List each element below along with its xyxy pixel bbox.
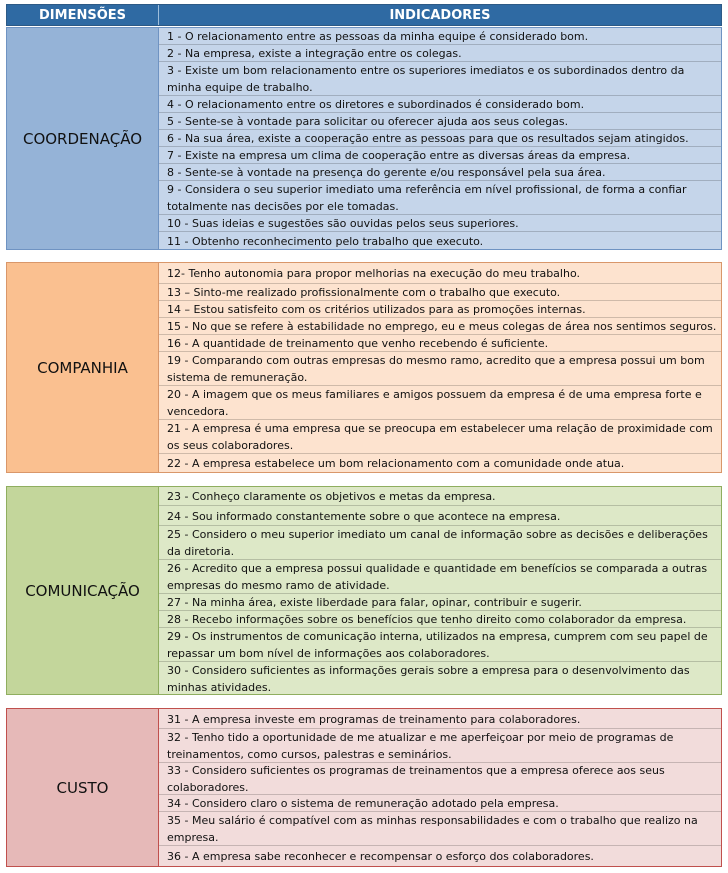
indicator-row (159, 628, 721, 662)
indicator-text: 19 - Comparando com outras empresas do mesmo ramo, acredito que a empresa possui um bom sistema de remuneração. (167, 354, 705, 384)
indicator-text: 33 - Considero suficientes os programas de treinamentos que a empresa oferece aos seus colaboradores. (167, 764, 665, 794)
header-indicadores: INDICADORES (159, 5, 721, 25)
indicator-text: 27 - Na minha área, existe liberdade para falar, opinar, contribuir e sugerir. (167, 596, 582, 609)
indicator-text: 12- Tenho autonomia para propor melhorias na execução do meu trabalho. (167, 267, 580, 280)
indicator-text: 35 - Meu salário é compatível com as minhas responsabilidades e com o trabalho que realizo na empresa. (167, 814, 698, 844)
indicator-text: 29 - Os instrumentos de comunicação interna, utilizados na empresa, cumprem com seu papel de repassar um bom nível de informações aos colaboradores. (167, 630, 708, 660)
indicator-row (159, 662, 721, 694)
indicator-row (159, 611, 721, 628)
indicator-row (159, 560, 721, 594)
indicator-row (159, 812, 721, 846)
indicator-row (159, 113, 721, 130)
indicator-text: 14 – Estou satisfeito com os critérios utilizados para as promoções internas. (167, 303, 586, 316)
indicator-text: 21 - A empresa é uma empresa que se preocupa em estabelecer uma relação de proximidade com os seus colaboradores. (167, 422, 713, 452)
indicator-row (159, 487, 721, 506)
indicator-row (159, 795, 721, 812)
indicator-text: 24 - Sou informado constantemente sobre o que acontece na empresa. (167, 509, 561, 523)
indicator-row (159, 594, 721, 611)
indicator-text: 23 - Conheço claramente os objetivos e metas da empresa. (167, 490, 496, 504)
indicator-list (159, 709, 721, 866)
section-companhia (6, 262, 722, 473)
indicator-row (159, 454, 721, 472)
indicator-text: 2 - Na empresa, existe a integração entre os colegas. (167, 47, 462, 60)
indicator-text: 1 - O relacionamento entre as pessoas da minha equipe é considerado bom. (167, 30, 589, 43)
dimension-label: COMPANHIA (7, 263, 159, 472)
indicator-row (159, 62, 721, 96)
indicator-row (159, 45, 721, 62)
indicator-list (159, 487, 721, 694)
indicator-text: 13 – Sinto-me realizado profissionalmente com o trabalho que executo. (167, 286, 561, 299)
indicator-list (159, 28, 721, 249)
dimension-label: CUSTO (7, 709, 159, 866)
indicator-list (159, 263, 721, 472)
indicator-text: 9 - Considera o seu superior imediato uma referência em nível profissional, de forma a confiar totalmente nas decisões por ele tomadas. (167, 183, 687, 213)
indicator-row (159, 846, 721, 866)
indicator-row (159, 709, 721, 729)
indicator-text: 15 - No que se refere à estabilidade no emprego, eu e meus colegas de área nos sentimos seguros. (167, 320, 717, 333)
section-comunicacao (6, 486, 722, 695)
indicator-row (159, 215, 721, 232)
dimension-label: COORDENAÇÃO (7, 28, 159, 249)
indicator-text: 3 - Existe um bom relacionamento entre os superiores imediatos e os subordinados dentro da minha equipe de trabalho. (167, 64, 685, 94)
indicator-text: 34 - Considero claro o sistema de remuneração adotado pela empresa. (167, 797, 559, 810)
indicator-text: 6 - Na sua área, existe a cooperação entre as pessoas para que os resultados sejam atingidos. (167, 132, 689, 145)
header-dimensoes: DIMENSÕES (7, 5, 159, 25)
indicator-text: 4 - O relacionamento entre os diretores e subordinados é considerado bom. (167, 98, 585, 111)
indicator-row (159, 130, 721, 147)
indicator-row (159, 763, 721, 795)
indicator-row (159, 28, 721, 45)
indicator-row (159, 147, 721, 164)
indicator-row (159, 232, 721, 249)
indicator-row (159, 181, 721, 215)
indicator-text: 25 - Considero o meu superior imediato um canal de informação sobre as decisões e deliberações da diretoria. (167, 528, 708, 558)
indicator-text: 28 - Recebo informações sobre os benefícios que tenho direito como colaborador da empresa. (167, 613, 687, 626)
indicator-row (159, 729, 721, 763)
indicator-row (159, 284, 721, 301)
indicator-row (159, 263, 721, 284)
table-header (6, 4, 722, 26)
indicator-text: 16 - A quantidade de treinamento que venho recebendo é suficiente. (167, 337, 549, 350)
indicator-row (159, 420, 721, 454)
section-custo (6, 708, 722, 867)
indicator-text: 11 - Obtenho reconhecimento pelo trabalho que executo. (167, 234, 484, 248)
indicator-text: 36 - A empresa sabe reconhecer e recompensar o esforço dos colaboradores. (167, 850, 594, 863)
indicator-text: 20 - A imagem que os meus familiares e amigos possuem da empresa é de uma empresa forte e vencedora. (167, 388, 702, 418)
indicator-row (159, 96, 721, 113)
indicator-text: 7 - Existe na empresa um clima de cooperação entre as diversas áreas da empresa. (167, 149, 631, 162)
indicator-text: 26 - Acredito que a empresa possui qualidade e quantidade em benefícios se comparada a outras empresas do mesmo ramo de atividade. (167, 562, 708, 592)
indicator-text: 8 - Sente-se à vontade na presença do gerente e/ou responsável pela sua área. (167, 166, 606, 179)
indicator-text: 22 - A empresa estabelece um bom relacionamento com a comunidade onde atua. (167, 457, 625, 470)
indicator-row (159, 301, 721, 318)
indicator-text: 5 - Sente-se à vontade para solicitar ou oferecer ajuda aos seus colegas. (167, 115, 569, 128)
indicator-text: 10 - Suas ideias e sugestões são ouvidas pelos seus superiores. (167, 217, 519, 230)
indicator-text: 31 - A empresa investe em programas de treinamento para colaboradores. (167, 712, 581, 726)
indicator-row (159, 335, 721, 352)
indicator-row (159, 352, 721, 386)
indicator-row (159, 164, 721, 181)
indicator-row (159, 386, 721, 420)
indicator-row (159, 506, 721, 526)
dimension-label: COMUNICAÇÃO (7, 487, 159, 694)
indicator-text: 32 - Tenho tido a oportunidade de me atualizar e me aperfeiçoar por meio de programas de treinamentos, como cursos, palestras e seminários. (167, 731, 674, 761)
indicator-row (159, 318, 721, 335)
indicator-text: 30 - Considero suficientes as informações gerais sobre a empresa para o desenvolvimento das minhas atividades. (167, 663, 690, 694)
section-coordenacao (6, 27, 722, 250)
indicator-row (159, 526, 721, 560)
